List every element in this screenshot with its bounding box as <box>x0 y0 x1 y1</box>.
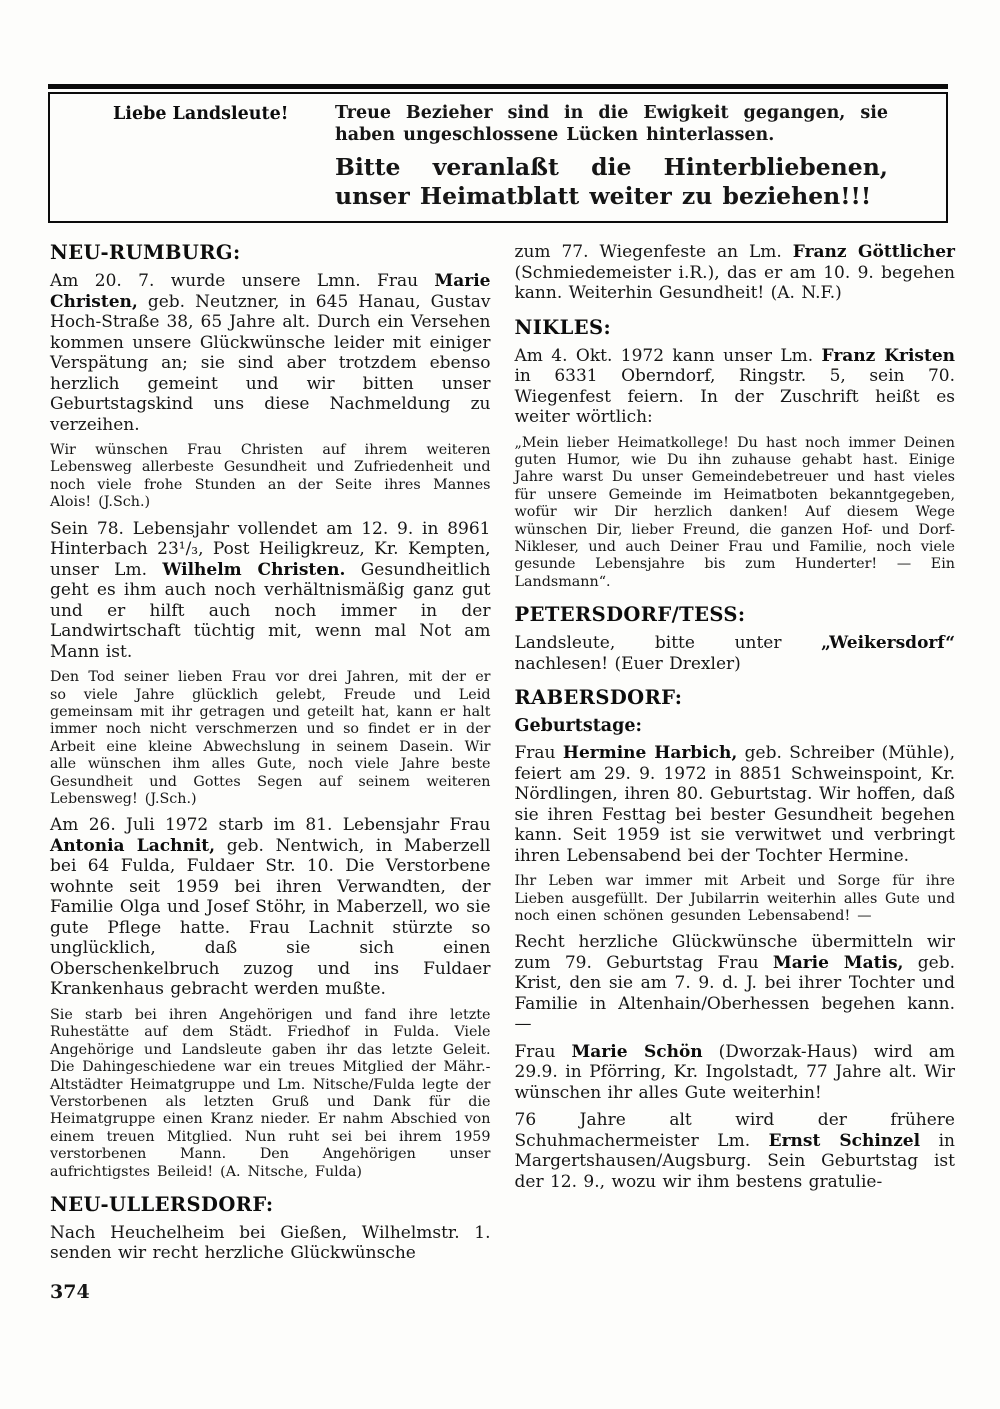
notice-intro-text: Treue Bezieher sind in die Ewigkeit gegangen, sie haben ungeschlossene Lücken hinterlassen. <box>335 103 888 145</box>
notice-label: Liebe Landsleute! <box>113 104 289 124</box>
right-column <box>515 242 956 1271</box>
left-column <box>50 242 491 1271</box>
fine-print-paragraph: Ihr Leben war immer mit Arbeit und Sorge für ihre Lieben ausgefüllt. Der Jubilarrin weiterhin alles Gute und noch einen schönen gesunden Lebensabend! — <box>514 873 955 924</box>
fine-print-paragraph: Sie starb bei ihren Angehörigen und fand ihre letzte Ruhestätte auf dem Städt. Friedhof in Fulda. Viele Angehörige und Landsleute gaben ihr das letzte Geleit. Die Dahingeschiedene war ein treues Mitglied der Mähr.-Altstädter Heimatgruppe und Lm. Nitsche/Fulda legte der Verstorbenen als letzten Gruß und Dank für die Heimatgruppe einen Kranz nieder. Er nahm Abschied von einem treuen Mitglied. Nun ruht sei bei ihrem 1959 verstorbenen Mann. Den Angehörigen unser aufrichtigstes Beileid! (A. Nitsche, Fulda) <box>50 1006 491 1180</box>
body-paragraph: Am 26. Juli 1972 starb im 81. Lebensjahr Frau Antonia Lachnit, geb. Nentwich, in Maberzell bei 64 Fulda, Fuldaer Str. 10. Die Verstorbene wohnte seit 1959 bei ihren Verwandten, der Familie Olga und Josef Stöhr, in Maberzell, wo sie gute Pflege hatte. Frau Lachnit stürzte so unglücklich, daß sie sich einen Oberschenkelbruch zuzog und ins Fuldaer Krankenhaus gebracht werden mußte. <box>50 815 491 1000</box>
top-rule <box>48 84 948 89</box>
fine-print-paragraph: Wir wünschen Frau Christen auf ihrem weiteren Lebensweg allerbeste Gesundheit und Zufriedenheit und noch viele frohe Stunden an der Seite ihres Mannes Alois! (J.Sch.) <box>50 442 491 511</box>
body-paragraph: zum 77. Wiegenfeste an Lm. Franz Göttlicher (Schmiedemeister i.R.), das er am 10. 9. begehen kann. Weiterhin Gesundheit! (A. N.F.) <box>514 242 955 303</box>
section-heading: RABERSDORF: <box>514 686 683 710</box>
fine-print-paragraph: Den Tod seiner lieben Frau vor drei Jahren, mit der er so viele Jahre glücklich gelebt, Freude und Leid gemeinsam mit ihr getragen und geteilt hat, kann er halt immer noch nicht verschmerzen und so findet er in der Arbeit eine kleine Abwechslung in seinem Dasein. Wir alle wünschen ihm alles Gute, noch viele Jahre beste Gesundheit und Gottes Segen auf seinem weiteren Lebensweg! (J.Sch.) <box>50 669 491 807</box>
body-paragraph: Am 20. 7. wurde unsere Lmn. Frau Marie Christen, geb. Neutzner, in 645 Hanau, Gustav Hoch-Straße 38, 65 Jahre alt. Durch ein Versehen kommen unsere Glückwünsche leider mit einiger Verspätung an; sie sind aber trotzdem ebenso herzlich gemeint und wir bitten unser Geburtstagskind uns diese Nachmeldung zu verzeihen. <box>50 271 491 435</box>
body-paragraph: Nach Heuchelheim bei Gießen, Wilhelmstr. 1. senden wir recht herzliche Glückwünsche <box>50 1222 491 1264</box>
body-paragraph: Recht herzliche Glückwünsche übermitteln wir zum 79. Geburtstag Frau Marie Matis, geb. Krist, den sie am 7. 9. d. J. bei ihrer Tochter und Familie in Altenhain/Oberhessen begehen kann. — <box>514 932 955 1035</box>
notice-box <box>48 84 948 223</box>
page-number: 374 <box>50 1281 90 1303</box>
body-paragraph: Landsleute, bitte unter „Weikersdorf“ nachlesen! (Euer Drexler) <box>514 633 955 674</box>
section-heading: NEU-RUMBURG: <box>50 241 241 264</box>
section-heading: PETERSDORF/TESS: <box>514 603 746 627</box>
body-paragraph: Frau Marie Schön (Dworzak-Haus) wird am 29.9. in Pförring, Kr. Ingolstadt, 77 Jahre alt. Wir wünschen ihr alles Gute weiterhin! <box>514 1041 955 1103</box>
notice-frame <box>48 92 948 223</box>
fine-print-paragraph: „Mein lieber Heimatkollege! Du hast noch immer Deinen guten Humor, wie Du ihn zuhause gehabt hast. Einige Jahre warst Du unser Gemeindebetreuer und hast vieles für unsere Gemeinde im Heimatboten bekanntgegeben, wofür wir Dir herzlich danken! Auf diesem Wege wünschen Dir, lieber Freund, die ganzen Hof- und Dorf-Nikleser, und auch Deiner Frau und Familie, noch viele gesunde Lebensjahre bis zum Hunderter! — Ein Landsmann“. <box>514 434 955 590</box>
body-paragraph: 76 Jahre alt wird der frühere Schuhmachermeister Lm. Ernst Schinzel in Margertshausen/Augsburg. Sein Geburtstag ist der 12. 9., wozu wir ihm bestens gratulie- <box>514 1110 955 1192</box>
body-paragraph: Sein 78. Lebensjahr vollendet am 12. 9. in 8961 Hinterbach 23¹/₃, Post Heiligkreuz, Kr. Kempten, unser Lm. Wilhelm Christen. Gesundheitlich geht es ihm auch noch verhältnismäßig ganz gut und er hilft auch noch immer in der Landwirtschaft tüchtig mit, wenn mal Not am Mann ist. <box>50 518 491 662</box>
sub-heading: Geburtstage: <box>514 716 642 737</box>
body-paragraph: Am 4. Okt. 1972 kann unser Lm. Franz Kristen in 6331 Oberndorf, Ringstr. 5, sein 70. Wiegenfest feiern. In der Zuschrift heißt es weiter wörtlich: <box>514 345 955 427</box>
section-heading: NIKLES: <box>514 315 612 339</box>
notice-appeal-text: Bitte veranlaßt die Hinterbliebenen, unser Heimatblatt weiter zu beziehen!!! <box>335 153 888 210</box>
notice-body <box>335 102 888 211</box>
body-paragraph: Frau Hermine Harbich, geb. Schreiber (Mühle), feiert am 29. 9. 1972 in 8851 Schweinspoint, Kr. Nördlingen, ihren 80. Geburtstag. Wir hoffen, daß sie ihren Festtag bei bester Gesundheit begehen kann. Seit 1959 ist sie verwitwet und verbringt ihren Lebensabend bei der Tochter Hermine. <box>514 743 955 866</box>
two-column-body <box>0 223 1000 1271</box>
section-heading: NEU-ULLERSDORF: <box>50 1192 274 1216</box>
